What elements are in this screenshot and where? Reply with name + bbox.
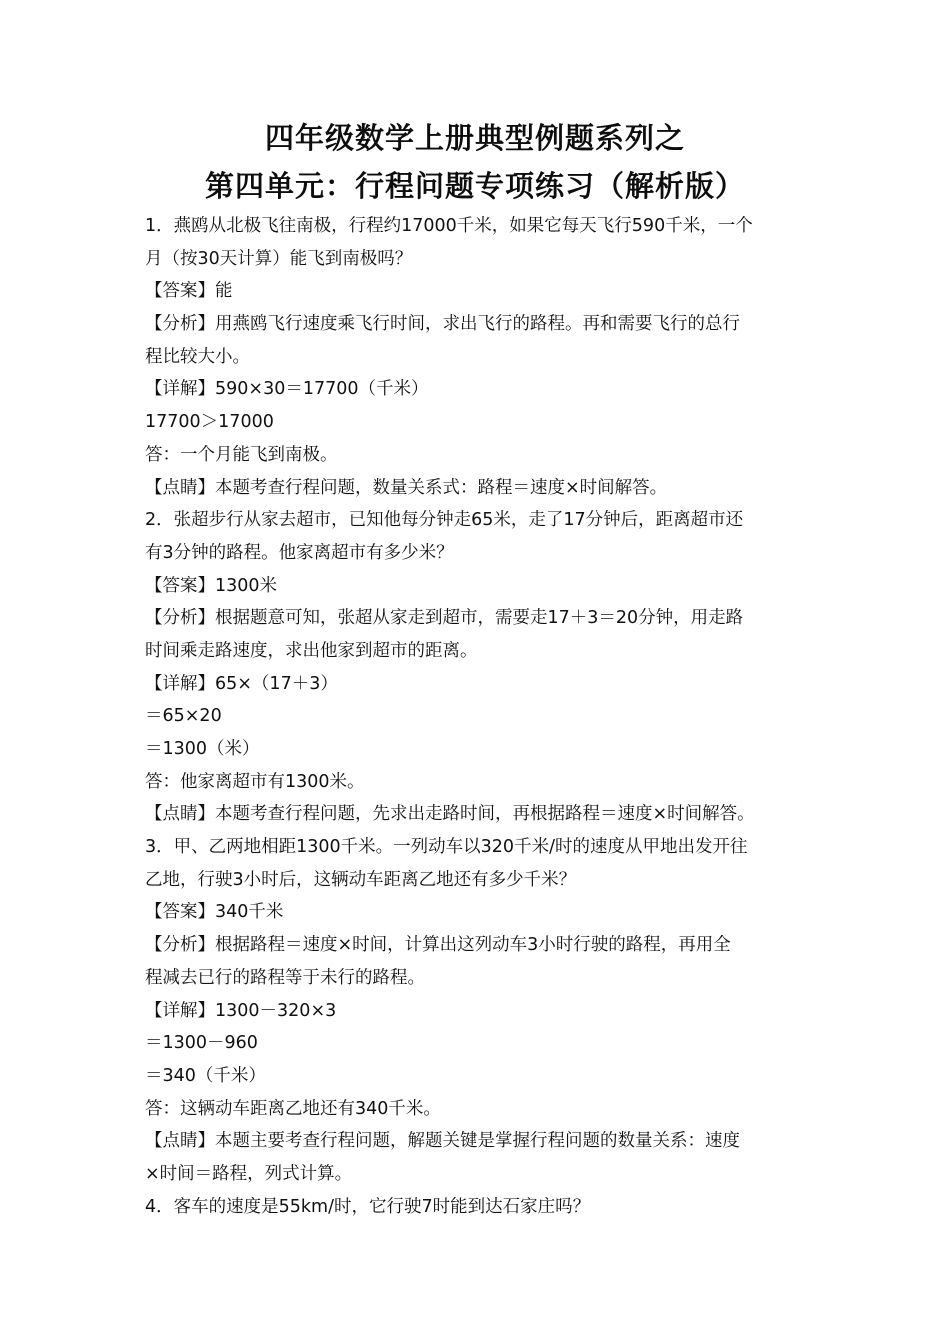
problem-3-analysis-line-2: 程减去已行的路程等于未行的路程。 <box>145 967 425 988</box>
problem-1-reply: 答：一个月能飞到南极。 <box>145 444 338 465</box>
problem-3-solution-line-2: ＝1300－960 <box>145 1033 258 1054</box>
problem-2-solution-line-3: ＝1300（米） <box>145 739 260 759</box>
problem-3-text-line-2: 乙地，行驶3小时后，这辆动车距离乙地还有多少千米？ <box>145 869 577 890</box>
problem-2-analysis-line-2: 时间乘走路速度，求出他家到超市的距离。 <box>145 640 478 661</box>
problem-2-reply: 答：他家离超市有1300米。 <box>145 771 365 792</box>
problem-2-answer: 【答案】1300米 <box>145 575 278 596</box>
problem-3-reply: 答：这辆动车距离乙地还有340千米。 <box>145 1098 441 1119</box>
problem-2-solution-line-1: 【详解】65×（17＋3） <box>145 673 338 694</box>
problem-1-comment: 【点睛】本题考查行程问题，数量关系式：路程＝速度×时间解答。 <box>145 477 668 498</box>
problem-2-solution-line-2: ＝65×20 <box>145 706 222 727</box>
problem-4-text-line-1: 4．客车的速度是55km/时，它行驶7时能到达石家庄吗？ <box>145 1196 591 1217</box>
problem-3-solution-line-3: ＝340（千米） <box>145 1065 266 1086</box>
problem-2-analysis-line-1: 【分析】根据题意可知，张超从家走到超市，需要走17＋3＝20分钟，用走路 <box>145 608 744 629</box>
problem-1-solution-line-1: 【详解】590×30＝17700（千米） <box>145 379 429 400</box>
document-title-line-2: 第四单元：行程问题专项练习（解析版） <box>204 169 745 203</box>
problem-2-comment: 【点睛】本题考查行程问题，先求出走路时间，再根据路程＝速度×时间解答。 <box>145 804 755 825</box>
problem-1-text-line-2: 月（按30天计算）能飞到南极吗？ <box>145 248 413 269</box>
problem-1-solution-line-2: 17700＞17000 <box>145 412 274 433</box>
problem-3-comment-line-1: 【点睛】本题主要考查行程问题，解题关键是掌握行程问题的数量关系：速度 <box>145 1131 740 1152</box>
problem-3-analysis-line-1: 【分析】根据路程＝速度×时间，计算出这列动车3小时行驶的路程，再用全 <box>145 935 731 956</box>
problem-3-text-line-1: 3．甲、乙两地相距1300千米。一列动车以320千米/时的速度从甲地出发开往 <box>145 837 748 858</box>
problem-2-text-line-1: 2．张超步行从家去超市，已知他每分钟走65米，走了17分钟后，距离超市还 <box>145 510 744 531</box>
problem-1-text-line-1: 1．燕鸥从北极飞往南极，行程约17000千米，如果它每天飞行590千米，一个 <box>145 216 753 236</box>
problem-3-answer: 【答案】340千米 <box>145 902 284 923</box>
problem-3-solution-line-1: 【详解】1300－320×3 <box>145 1000 337 1021</box>
problem-2-text-line-2: 有3分钟的路程。他家离超市有多少米？ <box>145 542 454 563</box>
document-body <box>145 210 815 1223</box>
problem-1-analysis-line-2: 程比较大小。 <box>145 346 250 367</box>
problem-1-analysis-line-1: 【分析】用燕鸥飞行速度乘飞行时间，求出飞行的路程。再和需要飞行的总行 <box>145 314 740 335</box>
problem-3-comment-line-2: ×时间＝路程，列式计算。 <box>145 1163 353 1184</box>
problem-1-answer: 【答案】能 <box>145 281 233 302</box>
document-title-line-1: 四年级数学上册典型例题系列之 <box>264 121 685 155</box>
